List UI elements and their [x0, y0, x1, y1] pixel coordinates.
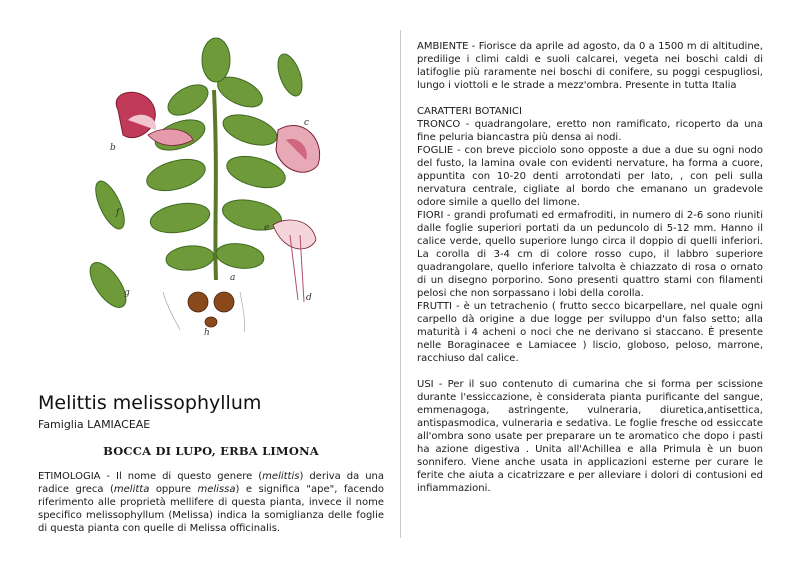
usi-paragraph: USI - Per il suo contenuto di cumarina che si forma per scissione durante l'essiccazione, è considerata pianta purificante del sangue, emmenagoga, astringente, vulneraria, diuretica,antisettica, antispasmodica, vulneraria e sedativa. Le foglie fresche od essiccate all'ombra sono usate per preparare un te aromatico che dopo i pasti ha azione digestiva . Unita all'Achillea e alla Primula è un buon sonnifero. Viene anche usata in applicazioni esterne per curare le ferite che aiuta a cicatrizzare e per alleviare i dolori di contusioni ed infiammazioni. [417, 379, 763, 494]
plant-leaves [83, 38, 310, 313]
fig-label-g: g [124, 288, 130, 298]
fig-label-b: b [110, 143, 116, 153]
tronco-paragraph: TRONCO - quadrangolare, eretto non ramificato, ricoperto da una fine peluria biancastra più densa ai nodi. [417, 119, 763, 143]
fig-label-d: d [306, 293, 312, 303]
fig-label-f: f [116, 208, 120, 218]
frutti-paragraph: FRUTTI - è un tetrachenio ( frutto secco bicarpellare, nel quale ogni carpello dà origine a due logge per sviluppo d'un falso setto; alla maturità i 4 acheni o noci che ne derivano si staccano. È presente nelle Boraginacee e Lamiacee ) liscio, globoso, peloso, marrone, racchiuso dal calice. [417, 301, 763, 364]
etym-genus: melittis [262, 471, 300, 482]
fig-label-a: a [230, 273, 236, 283]
species-title: Melittis melissophyllum [38, 392, 262, 414]
plant-seeds [188, 292, 234, 327]
etimologia-paragraph: ETIMOLOGIA - Il nome di questo genere (melittis) deriva da una radice greca (melitta oppure melissa) e significa "ape", facendo riferimento alle proprietà mellifere di questa pianta, invece il nome specifico melissophyllum (Melissa) indica la somiglianza delle foglie di questa pianta con quelle di Melissa officinalis. [38, 471, 384, 534]
fig-label-h: h [204, 328, 210, 338]
right-column [417, 40, 763, 495]
botanical-illustration [68, 30, 338, 340]
caratteri-heading: CARATTERI BOTANICI [417, 106, 522, 117]
common-names: BOCCA DI LUPO, ERBA LIMONA [103, 444, 319, 458]
column-divider [400, 30, 401, 538]
plant-stem [214, 90, 216, 280]
fig-label-c: c [304, 118, 310, 128]
fiori-paragraph: FIORI - grandi profumati ed ermafroditi, in numero di 2-6 sono riuniti dalle foglie superiori portati da un peduncolo di 5-12 mm. Hanno il calice verde, quello superiore lungo circa il doppio di quelli inferiori. La corolla di 3-4 cm di colore rosso cupo, il labbro superiore quadrangolare, quello inferiore talvolta è chiazzato di rosa o ornato di un disegno porporino. Sono presenti quattro stami con filamenti pelosi che non sorpassano i lobi della corolla. [417, 210, 763, 299]
foglie-paragraph: FOGLIE - con breve picciolo sono opposte a due a due su ogni nodo del fusto, la lamina ovale con evidenti nervature, ha forma a cuore, appuntita con 10-20 denti arrotondati per lato, , con peli sulla nervatura centrale, cigliate al bordo che emanano un gradevole odore simile a quello del limone. [417, 145, 763, 208]
fig-label-e: e [264, 223, 270, 233]
plant-flowers [116, 92, 319, 302]
ambiente-paragraph: AMBIENTE - Fiorisce da aprile ad agosto, da 0 a 1500 m di altitudine, predilige i climi caldi e suoli calcarei, vegeta nei boschi caldi di latifoglie più raramente nei boschi di conifere, su poggi cespugliosi, lungo i viottoli e le strade a mezz'ombra. Presente in tutta Italia [417, 41, 763, 91]
family-name: Famiglia LAMIACEAE [38, 418, 151, 431]
